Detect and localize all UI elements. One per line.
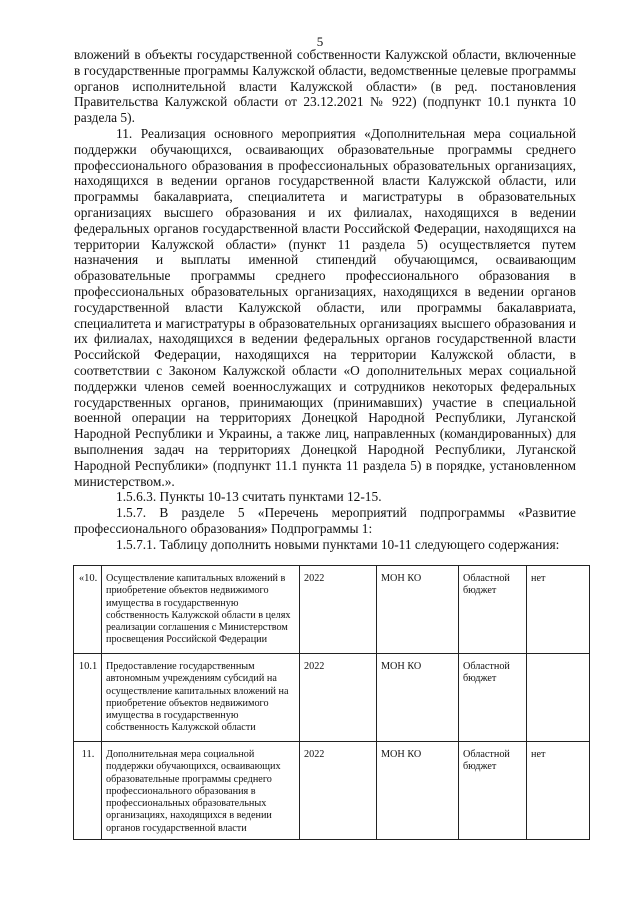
row-number: 10.1: [74, 654, 102, 742]
measure-flag: [527, 654, 590, 742]
measure-title: Дополнительная мера социальной поддержки обучающихся, осваивающих образовательные программы среднего профессионального образования в профессиональных образовательных организациях, находящихся в ведении органов государственной власти: [102, 742, 300, 840]
table-row: [74, 654, 590, 742]
measure-flag: нет: [527, 566, 590, 654]
row-number: «10.: [74, 566, 102, 654]
measure-title: Осуществление капитальных вложений в приобретение объектов недвижимого имущества в государственную собственность Калужской области в целях реализации соглашения с Министерством просвещения Российской Федерации: [102, 566, 300, 654]
measures-table: [73, 565, 589, 840]
table-row: [74, 742, 590, 840]
measure-year: 2022: [300, 566, 377, 654]
table-row: [74, 566, 590, 654]
paragraph-1-5-7-1: 1.5.7.1. Таблицу дополнить новыми пунктами 10-11 следующего содержания:: [116, 536, 560, 552]
page-number: 5: [316, 34, 324, 49]
paragraph-item-11: 11. Реализация основного мероприятия «Дополнительная мера социальной поддержки обучающихся, осваивающих образовательные программы среднего профессионального образования в профессиональных образовательных организациях, находящихся в ведении органов государственной власти Калужской области, или программы бакалавриата, специалитета и магистратуры в образовательных организациях высшего образования и их филиалах, находящихся в ведении федеральных органов государственной власти Российской Федерации, находящихся на территории Калужской области» (пункт 11 раздела 5) осуществляется путем назначения и выплаты именной стипендий обучающимся, осваивающим образовательные программы среднего профессионального образования в профессиональных образовательных организациях, находящихся в ведении органов государственной власти Калужской области, или программы бакалавриата, специалитета и магистратуры в образовательных организациях высшего образования и их филиалах, находящихся в ведении федеральных органов государственной власти Российской Федерации, находящихся на территории Калужской области, в соответствии с Законом Калужской области «О дополнительных мерах социальной поддержки членов семей военнослужащих и сотрудников некоторых федеральных государственных органов, принимающих (принимавших) участие в специальной военной операции на территориях Донецкой Народной Республики, Луганской Народной Республики и Украины, а также лиц, направленных (командированных) для выполнения задач на территориях Донецкой Народной Республики, Луганской Народной Республики» (подпункт 11.1 пункта 11 раздела 5) в порядке, установленном министерством.».: [74, 125, 576, 489]
measure-year: 2022: [300, 742, 377, 840]
paragraph-continuation: вложений в объекты государственной собственности Калужской области, включенные в государственные программы Калужской области, ведомственные целевые программы органов исполнительной власти Калужской области» (в ред. постановления Правительства Калужской области от 23.12.2021 № 922) (подпункт 10.1 пункта 10 раздела 5).: [74, 47, 576, 126]
measure-executor: МОН КО: [377, 654, 459, 742]
measure-flag: нет: [527, 742, 590, 840]
measure-year: 2022: [300, 654, 377, 742]
document-body: [74, 47, 576, 553]
measure-executor: МОН КО: [377, 742, 459, 840]
measure-title: Предоставление государственным автономным учреждениям субсидий на осуществление капитальных вложений на приобретение объектов недвижимого имущества в государственную собственность Калужской области: [102, 654, 300, 742]
measure-executor: МОН КО: [377, 566, 459, 654]
funding-source: Областной бюджет: [459, 566, 527, 654]
funding-source: Областной бюджет: [459, 742, 527, 840]
paragraph-1-5-6-3: 1.5.6.3. Пункты 10-13 считать пунктами 12-15.: [116, 489, 382, 505]
row-number: 11.: [74, 742, 102, 840]
funding-source: Областной бюджет: [459, 654, 527, 742]
paragraph-1-5-7: 1.5.7. В разделе 5 «Перечень мероприятий подпрограммы «Развитие профессионального образования» Подпрограммы 1:: [74, 505, 576, 536]
